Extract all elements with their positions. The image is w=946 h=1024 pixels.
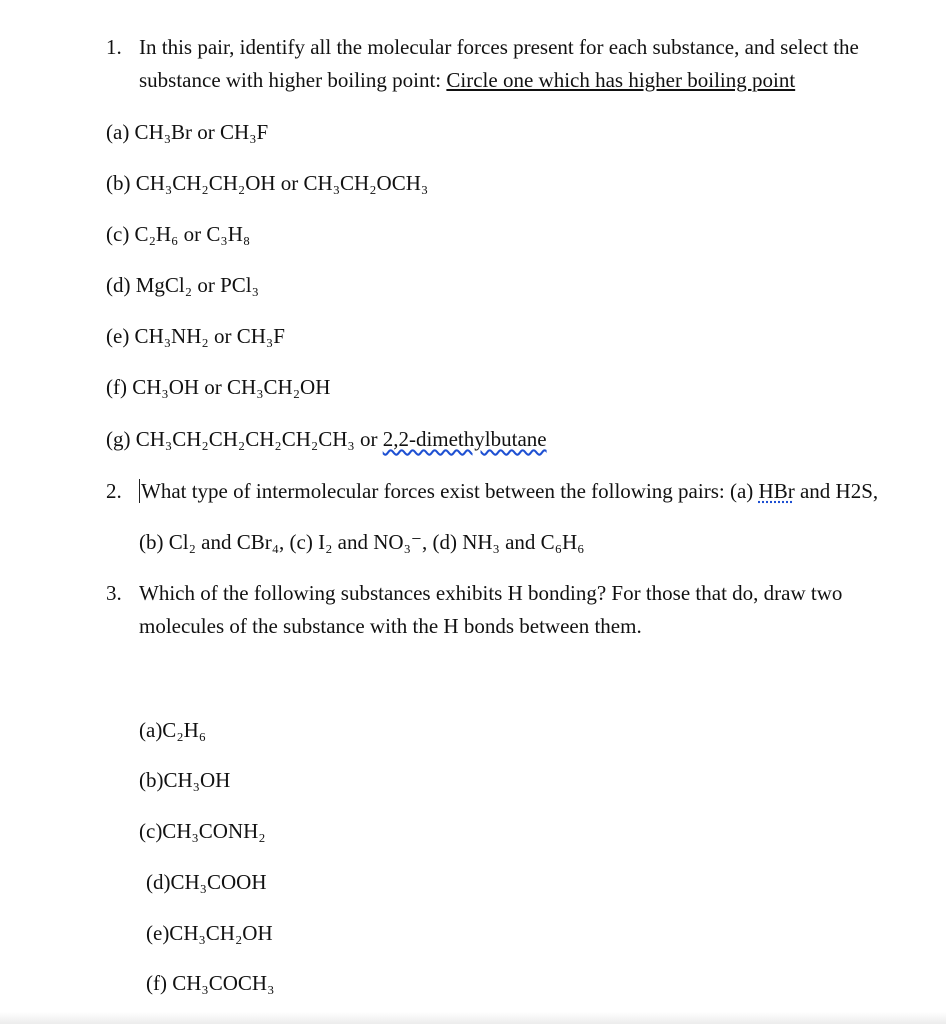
- q3-item-a: (a)C₂H₆: [139, 718, 207, 742]
- spellcheck-flagged-hbr[interactable]: HBr: [758, 479, 795, 503]
- q3-item-f: (f) CH₃COCH₃: [146, 971, 275, 995]
- q1-item-e: (e) CH₃NH₂ or CH₃F: [106, 324, 285, 348]
- q2-text-line1-end: and H2S,: [794, 479, 879, 503]
- q1-item-a: (a) CH₃Br or CH₃F: [106, 120, 269, 144]
- q3-text-line2: molecules of the substance with the H bonds between them.: [139, 614, 642, 638]
- q1-item-g: [106, 426, 547, 452]
- q1-number: 1.: [106, 35, 122, 59]
- q3-text-line1: Which of the following substances exhibits H bonding? For those that do, draw two: [139, 581, 843, 605]
- q2-number: 2.: [106, 479, 122, 503]
- q1-text-line1: In this pair, identify all the molecular forces present for each substance, and select the: [139, 35, 859, 59]
- q1-instruction-underlined: Circle one which has higher boiling point: [446, 68, 796, 92]
- q3-item-e: (e)CH₃CH₂OH: [146, 921, 273, 945]
- q1-text-line2: [139, 67, 795, 93]
- q3-item-b: (b)CH₃OH: [139, 768, 231, 792]
- page-bottom-edge: [0, 1012, 946, 1024]
- q1-item-f: (f) CH₃OH or CH₃CH₂OH: [106, 375, 331, 399]
- q2-text-line1-start: What type of intermolecular forces exist between the following pairs: (a): [141, 479, 759, 503]
- spellcheck-flagged-word[interactable]: 2,2-dimethylbutane: [382, 427, 547, 451]
- q3-item-d: (d)CH₃COOH: [146, 870, 267, 894]
- q1-item-b: (b) CH₃CH₂CH₂OH or CH₃CH₂OCH₃: [106, 171, 429, 195]
- q2-text-line1[interactable]: [139, 478, 878, 504]
- q3-number: 3.: [106, 581, 122, 605]
- q1-item-g-start: (g) CH₃CH₂CH₂CH₂CH₂CH₃ or: [106, 427, 383, 451]
- q1-item-c: (c) C₂H₆ or C₃H₈: [106, 222, 251, 246]
- q3-item-c: (c)CH₃CONH₂: [139, 819, 266, 843]
- q1-item-d: (d) MgCl₂ or PCl₃: [106, 273, 259, 297]
- q2-text-line2: (b) Cl₂ and CBr₄, (c) I₂ and NO₃⁻, (d) NH₃ and C₆H₆: [139, 530, 585, 554]
- q1-text-line2-start: substance with higher boiling point:: [139, 68, 447, 92]
